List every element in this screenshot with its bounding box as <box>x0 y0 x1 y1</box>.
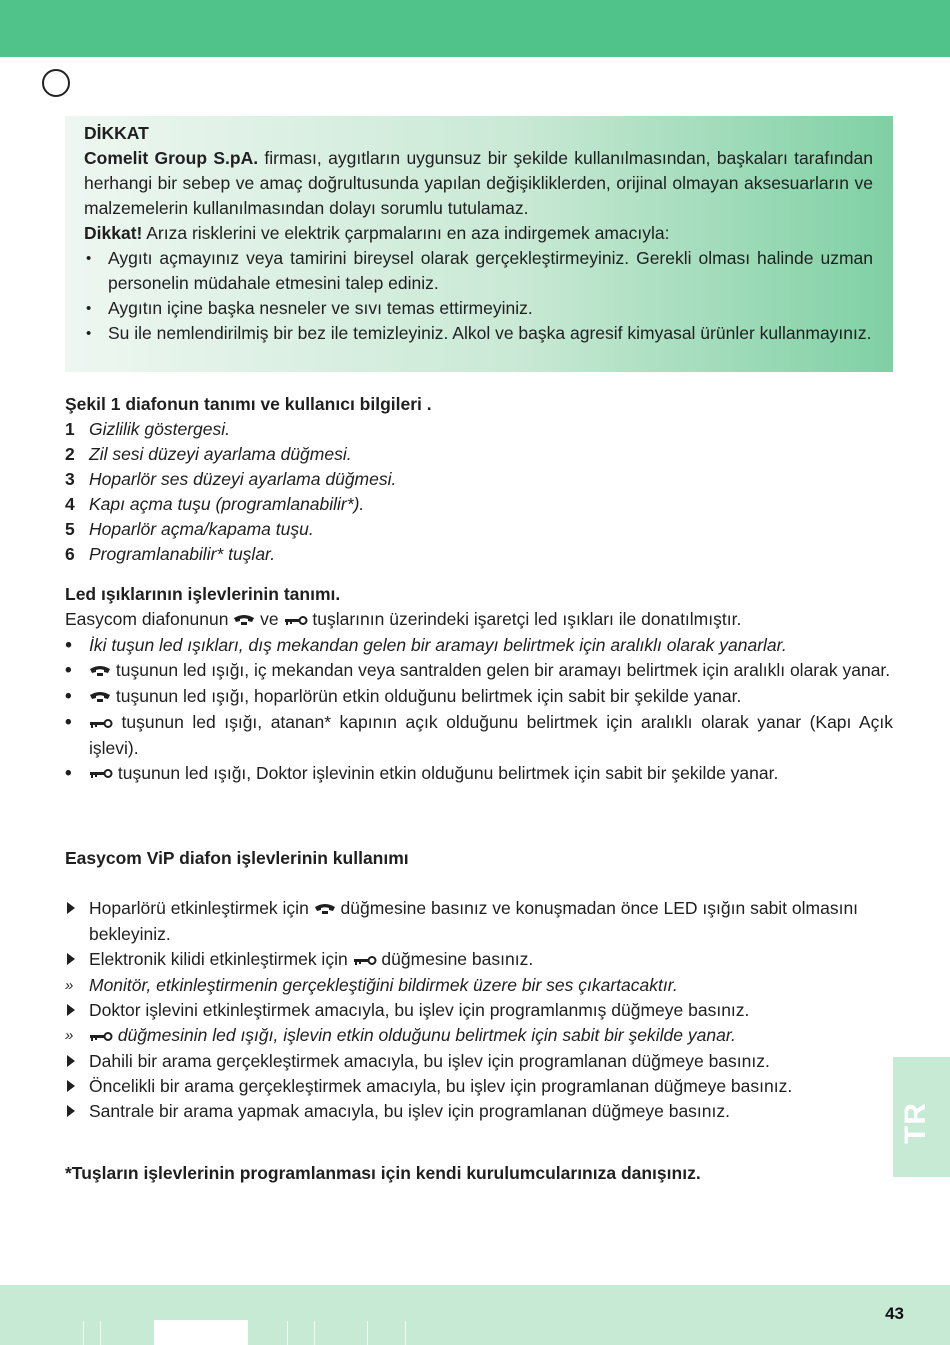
figure-section <box>65 392 893 567</box>
led-bullets <box>65 633 893 787</box>
item-number: 5 <box>65 519 75 539</box>
usage-title: Easycom ViP diafon işlevlerinin kullanımı <box>65 848 409 868</box>
figure-list <box>65 417 893 567</box>
item-number: 4 <box>65 494 75 514</box>
step-item <box>65 1049 893 1074</box>
arrow-right-icon <box>67 1105 75 1117</box>
footer-divider <box>287 1321 288 1345</box>
warning-list <box>84 246 873 346</box>
key-icon <box>89 1024 113 1049</box>
warning-box <box>65 116 893 372</box>
note-text: Monitör, etkinleştirmenin gerçekleştiğini bildirmek üzere bir ses çıkartacaktır. <box>89 974 678 995</box>
led-bullet-text: tuşunun led ışığı, atanan* kapının açık olduğunu belirtmek için aralıklı olarak yanar (Kapı Açık işlevi). <box>89 711 893 758</box>
step-text: düğmesine basınız. <box>376 948 534 969</box>
handset-icon <box>89 659 111 684</box>
item-text: Hoparlör açma/kapama tuşu. <box>89 519 314 539</box>
step-text: Hoparlörü etkinleştirmek için <box>89 898 314 918</box>
item-number: 6 <box>65 544 75 564</box>
warning-item: • Su ile nemlendirilmiş bir bez ile temizleyiniz. Alkol ve başka agresif kimyasal ürünler kullanmayınız. <box>84 321 873 346</box>
led-bullet-text: tuşunun led ışığı, hoparlörün etkin olduğunu belirtmek için sabit bir şekilde yanar. <box>111 685 742 706</box>
step-item <box>65 896 893 947</box>
note-text: düğmesinin led ışığı, işlevin etkin olduğunu belirtmek için sabit bir şekilde yanar. <box>113 1024 736 1045</box>
item-text: Hoparlör ses düzeyi ayarlama düğmesi. <box>89 469 397 489</box>
arrow-right-icon <box>67 1080 75 1092</box>
caution-label: Dikkat! <box>84 223 143 243</box>
header-band <box>0 0 950 57</box>
footer-note: *Tuşların işlevlerinin programlanması için kendi kurulumcularınıza danışınız. <box>65 1163 701 1183</box>
footer-divider <box>367 1321 368 1345</box>
footer-white-block <box>154 1320 248 1345</box>
company-text: firması, aygıtların uygunsuz bir şekilde kullanılmasından, başkaları tarafından herhangi bir sebep ve amaç doğrultusunda yapılan değişikliklerden, orijinal olmayan aksesuarların ve malzemelerin kullanılmasından dolayı sorumlu tutulamaz. <box>84 148 873 218</box>
company-name: Comelit Group S.pA. <box>84 148 259 168</box>
step-item <box>65 947 893 973</box>
warning-title: DİKKAT <box>84 123 149 143</box>
led-intro-text: Easycom diafonunun <box>65 609 234 629</box>
language-tab-label: TR <box>899 1102 932 1144</box>
usage-section <box>65 846 893 871</box>
handset-icon <box>89 685 111 710</box>
footer-divider <box>314 1321 315 1345</box>
item-number: 3 <box>65 469 75 489</box>
note-mark: » <box>65 976 74 994</box>
key-icon <box>89 711 113 736</box>
footer-divider <box>405 1321 406 1345</box>
footer-divider <box>83 1321 84 1345</box>
step-item <box>65 998 893 1023</box>
list-item <box>65 517 893 542</box>
warning-item: • Aygıtın içine başka nesneler ve sıvı temas ettirmeyiniz. <box>84 296 873 321</box>
footer-divider <box>100 1321 101 1345</box>
step-text: Santrale bir arama yapmak amacıyla, bu işlev için programlanan düğmeye basınız. <box>89 1100 731 1121</box>
step-text: düğmesine basınız ve konuşmadan önce LED ışığın sabit olmasını bekleyiniz. <box>89 898 859 944</box>
language-tab <box>893 1057 950 1177</box>
key-icon <box>89 761 113 786</box>
led-bullet <box>65 684 893 710</box>
note-mark: » <box>65 1026 74 1044</box>
key-icon <box>353 948 377 973</box>
key-icon <box>284 608 308 633</box>
figure-title: Şekil 1 diafonun tanımı ve kullanıcı bilgileri . <box>65 394 432 414</box>
step-item <box>65 1074 893 1099</box>
led-bullet-text: tuşunun led ışığı, iç mekandan veya santralden gelen bir aramayı belirtmek için aralıklı olarak yanar. <box>111 659 891 680</box>
list-item <box>65 442 893 467</box>
led-bullet <box>65 761 893 787</box>
caution-line <box>84 221 873 246</box>
led-bullet <box>65 658 893 684</box>
step-item <box>65 1099 893 1124</box>
item-number: 1 <box>65 419 75 439</box>
note-item <box>65 1023 893 1049</box>
list-item <box>65 467 893 492</box>
usage-steps <box>65 896 893 1124</box>
item-text: Zil sesi düzeyi ayarlama düğmesi. <box>89 444 352 464</box>
note-item <box>65 973 893 998</box>
step-text: Dahili bir arama gerçekleştirmek amacıyla, bu işlev için programlanan düğmeye basınız. <box>89 1050 770 1071</box>
led-intro-text: ve <box>255 609 284 629</box>
step-text: Doktor işlevini etkinleştirmek amacıyla, bu işlev için programlanmış düğmeye basınız. <box>89 999 750 1020</box>
led-bullet: • İki tuşun led ışıkları, dış mekandan gelen bir aramayı belirtmek için aralıklı olarak yanarlar. <box>65 633 893 658</box>
led-intro-text: tuşlarının üzerindeki işaretçi led ışıkları ile donatılmıştır. <box>307 609 742 629</box>
circle-mark <box>42 69 70 97</box>
led-bullet <box>65 710 893 761</box>
step-text: Elektronik kilidi etkinleştirmek için <box>89 948 353 969</box>
arrow-right-icon <box>67 902 75 914</box>
handset-icon <box>314 897 336 922</box>
item-text: Gizlilik göstergesi. <box>89 419 231 439</box>
list-item <box>65 417 893 442</box>
list-item <box>65 492 893 517</box>
arrow-right-icon <box>67 953 75 965</box>
led-bullet-text: tuşunun led ışığı, Doktor işlevinin etkin olduğunu belirtmek için sabit bir şekilde yanar. <box>113 762 779 783</box>
footer-band <box>0 1285 950 1345</box>
arrow-right-icon <box>67 1055 75 1067</box>
page-number: 43 <box>885 1304 904 1323</box>
item-number: 2 <box>65 444 75 464</box>
handset-icon <box>233 608 255 633</box>
led-intro <box>65 607 893 633</box>
warning-paragraph <box>84 146 873 221</box>
item-text: Programlanabilir* tuşlar. <box>89 544 276 564</box>
led-section <box>65 582 893 786</box>
led-title: Led ışıklarının işlevlerinin tanımı. <box>65 584 341 604</box>
step-text: Öncelikli bir arama gerçekleştirmek amacıyla, bu işlev için programlanan düğmeye basınız. <box>89 1075 793 1096</box>
list-item <box>65 542 893 567</box>
warning-item: • Aygıtı açmayınız veya tamirini bireysel olarak gerçekleştirmeyiniz. Gerekli olması halinde uzman personelin müdahale etmesini talep ediniz. <box>84 246 873 296</box>
item-text: Kapı açma tuşu (programlanabilir*). <box>89 494 365 514</box>
caution-text: Arıza risklerini ve elektrik çarpmalarını en aza indirgemek amacıyla: <box>142 223 670 243</box>
arrow-right-icon <box>67 1004 75 1016</box>
